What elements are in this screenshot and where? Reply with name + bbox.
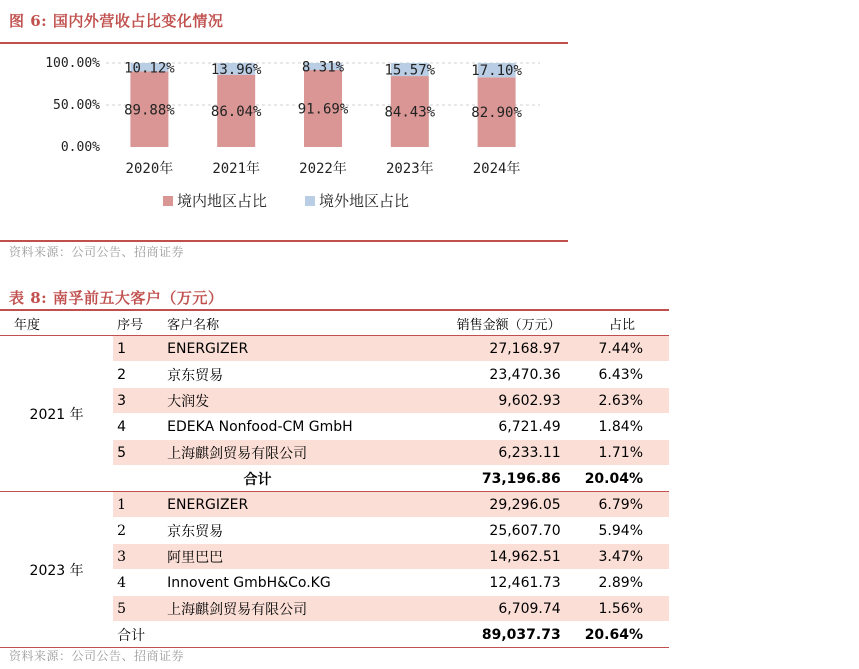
- row-no: 3: [113, 544, 163, 570]
- stacked-bar-chart: [0, 45, 568, 240]
- header-name: 客户名称: [163, 312, 402, 336]
- customer-name: 京东贸易: [163, 518, 402, 544]
- row-no: 2: [113, 362, 163, 388]
- sales-share: 3.47%: [581, 544, 669, 570]
- sales-share: 1.56%: [581, 596, 669, 622]
- sales-amount: 29,296.05: [402, 492, 581, 518]
- row-no: 4: [113, 570, 163, 596]
- customer-name: 上海麒剑贸易有限公司: [163, 596, 402, 622]
- data-label-domestic: 82.90%: [471, 105, 522, 122]
- header-share: 占比: [581, 312, 669, 336]
- figure-bottom-rule: [0, 240, 568, 242]
- total-label: 合计: [113, 466, 402, 492]
- table-top-rule: [0, 309, 669, 311]
- header-year: 年度: [0, 312, 113, 336]
- x-tick-label: 2021年: [212, 161, 261, 177]
- data-label-overseas: 13.96%: [210, 61, 262, 78]
- x-tick-label: 2020年: [125, 161, 174, 177]
- data-label-overseas: 8.31%: [301, 59, 345, 76]
- customer-name: Innovent GmbH&Co.KG: [163, 570, 402, 596]
- data-label-domestic: 89.88%: [124, 102, 175, 119]
- row-no: 1: [113, 336, 163, 362]
- customer-name: ENERGIZER: [163, 492, 402, 518]
- legend-swatch: [305, 196, 315, 206]
- sales-share: 7.44%: [581, 336, 669, 362]
- sales-amount: 6,233.11: [402, 440, 581, 466]
- sales-amount: 6,721.49: [402, 414, 581, 440]
- y-tick-label: 50.00%: [53, 98, 100, 113]
- sales-amount: 14,962.51: [402, 544, 581, 570]
- table-row: [0, 336, 669, 362]
- sales-share: 2.89%: [581, 570, 669, 596]
- sales-amount: 25,607.70: [402, 518, 581, 544]
- figure-top-rule: [0, 42, 568, 44]
- y-tick-label: 0.00%: [60, 140, 100, 155]
- y-tick-label: 100.00%: [45, 56, 100, 71]
- table-source: 资料来源：公司公告、招商证券: [9, 649, 185, 663]
- sales-share: 2.63%: [581, 388, 669, 414]
- row-no: 4: [113, 414, 163, 440]
- customer-name: 大润发: [163, 388, 402, 414]
- x-tick-label: 2023年: [385, 161, 434, 177]
- row-no: 5: [113, 596, 163, 622]
- data-label-overseas: 17.10%: [471, 63, 522, 80]
- sales-amount: 27,168.97: [402, 336, 581, 362]
- data-label-domestic: 84.43%: [384, 104, 436, 121]
- table-header-row: [0, 312, 669, 336]
- sales-amount: 12,461.73: [402, 570, 581, 596]
- sales-share: 1.84%: [581, 414, 669, 440]
- table-title: 表 8: 南孚前五大客户（万元）: [9, 289, 224, 307]
- x-tick-label: 2024年: [472, 161, 521, 177]
- year-cell: 2021 年: [0, 336, 113, 492]
- total-share: 20.64%: [581, 622, 669, 648]
- legend-label: 境内地区占比: [177, 192, 268, 210]
- legend-swatch: [163, 196, 173, 206]
- header-amount: 销售金额（万元）: [402, 312, 581, 336]
- customer-table: [0, 312, 669, 648]
- x-tick-label: 2022年: [299, 161, 347, 177]
- sales-share: 6.79%: [581, 492, 669, 518]
- customer-name: 阿里巴巴: [163, 544, 402, 570]
- row-no: 5: [113, 440, 163, 466]
- customer-name: 上海麒剑贸易有限公司: [163, 440, 402, 466]
- row-no: 2: [113, 518, 163, 544]
- total-share: 20.04%: [581, 466, 669, 492]
- total-amount: 73,196.86: [402, 466, 581, 492]
- customer-name: EDEKA Nonfood-CM GmbH: [163, 414, 402, 440]
- row-no: 3: [113, 388, 163, 414]
- table-row: [0, 492, 669, 518]
- sales-amount: 9,602.93: [402, 388, 581, 414]
- figure-source: 资料来源：公司公告、招商证券: [9, 245, 185, 259]
- total-amount: 89,037.73: [402, 622, 581, 648]
- customer-name: 京东贸易: [163, 362, 402, 388]
- data-label-overseas: 10.12%: [124, 60, 175, 77]
- sales-amount: 23,470.36: [402, 362, 581, 388]
- data-label-domestic: 91.69%: [297, 101, 349, 118]
- sales-amount: 6,709.74: [402, 596, 581, 622]
- customer-name: ENERGIZER: [163, 336, 402, 362]
- sales-share: 1.71%: [581, 440, 669, 466]
- sales-share: 5.94%: [581, 518, 669, 544]
- data-label-domestic: 86.04%: [210, 103, 262, 120]
- legend-label: 境外地区占比: [319, 192, 410, 210]
- total-label: 合计: [113, 622, 402, 648]
- data-label-overseas: 15.57%: [384, 62, 436, 79]
- figure-title: 图 6: 国内外营收占比变化情况: [9, 12, 224, 30]
- sales-share: 6.43%: [581, 362, 669, 388]
- header-no: 序号: [113, 312, 163, 336]
- row-no: 1: [113, 492, 163, 518]
- year-cell: 2023 年: [0, 492, 113, 648]
